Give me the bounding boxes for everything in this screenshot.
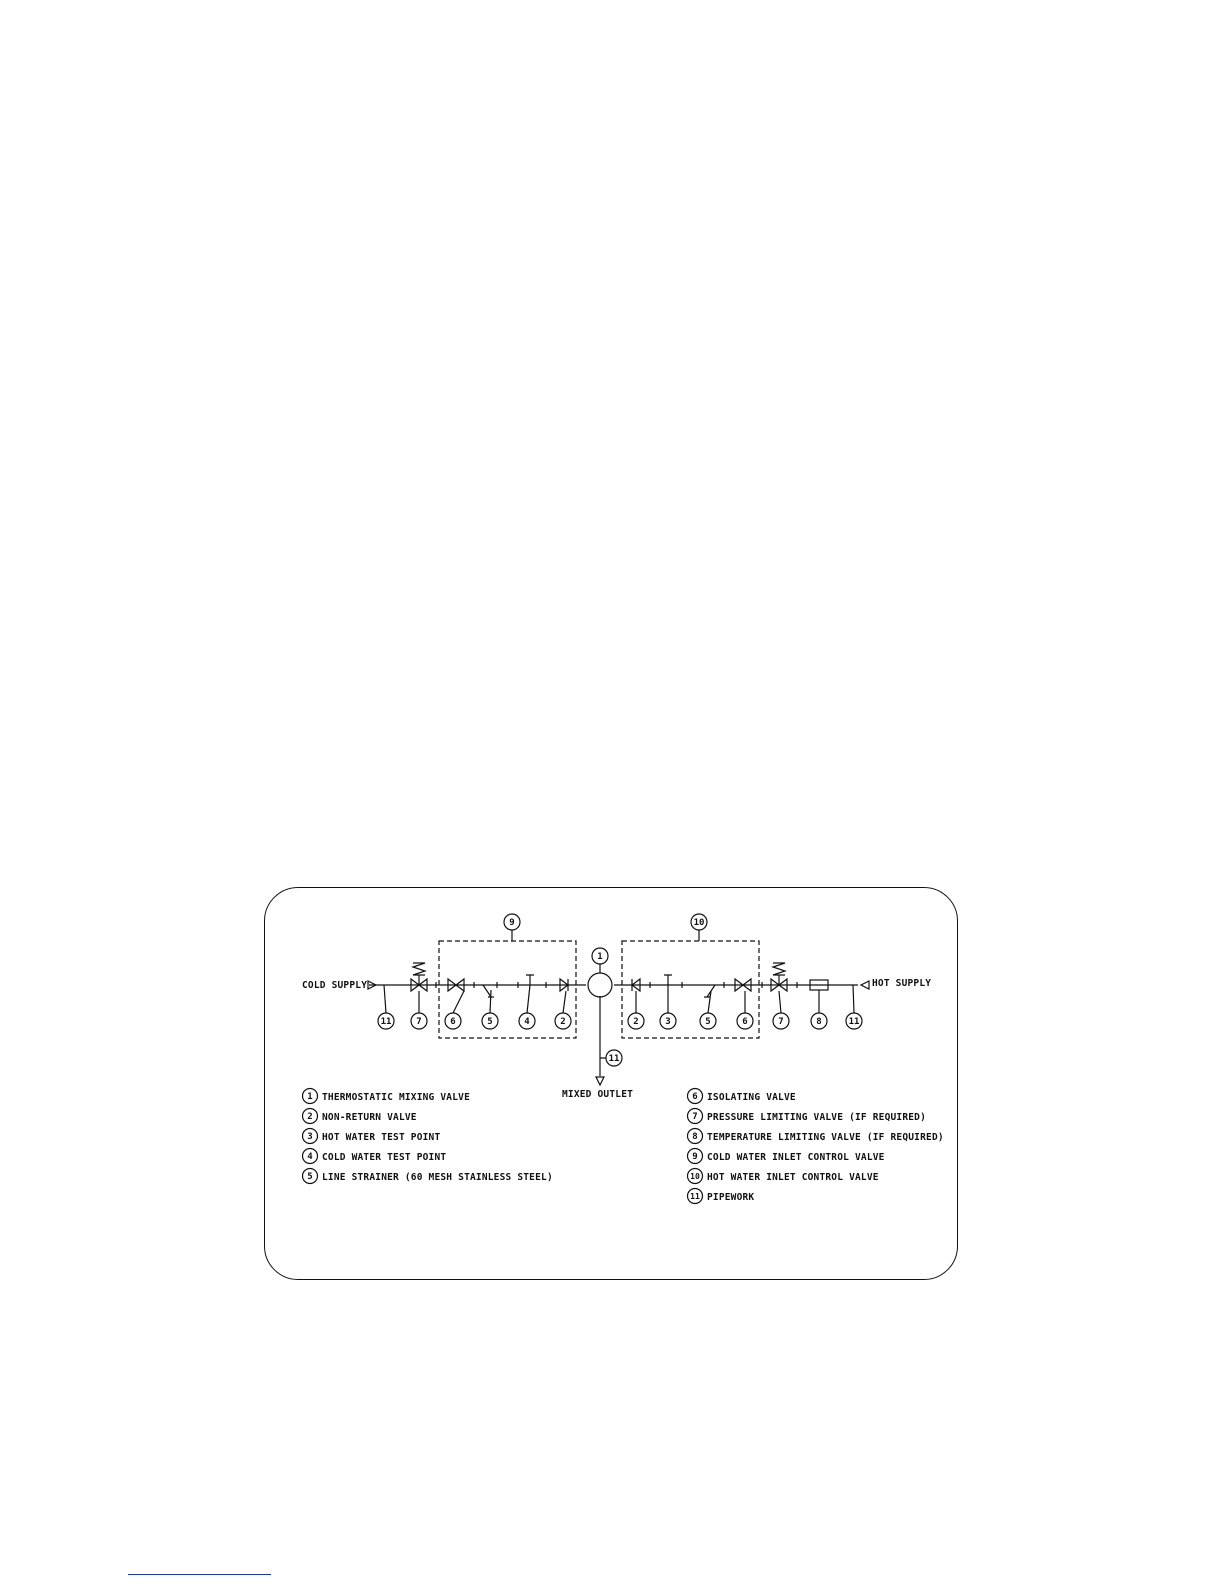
- hot-control-box: [622, 941, 759, 1038]
- callout-7-cold: 7: [416, 1017, 422, 1027]
- mixed-outlet-label: MIXED OUTLET: [562, 1089, 634, 1100]
- footnote-separator: [128, 1574, 271, 1575]
- pressure-limiting-valve-cold-icon: [411, 963, 427, 991]
- legend-num-2: 2: [307, 1112, 313, 1122]
- callout-6-hot: 6: [742, 1017, 748, 1027]
- callout-10: 10: [693, 918, 705, 928]
- callout-7-hot: 7: [778, 1017, 784, 1027]
- callout-circles: [378, 914, 862, 1066]
- cold-water-test-point-icon: [526, 975, 534, 985]
- callout-5-cold: 5: [487, 1017, 493, 1027]
- legend-num-9: 9: [692, 1152, 698, 1162]
- legend-num-4: 4: [307, 1152, 313, 1162]
- legend-num-11: 11: [690, 1192, 700, 1201]
- legend-num-1: 1: [307, 1092, 313, 1102]
- callout-1: 1: [597, 952, 603, 962]
- callout-leaders: [384, 930, 854, 1058]
- legend-num-7: 7: [692, 1112, 698, 1122]
- callout-8: 8: [816, 1017, 822, 1027]
- legend-text-7: PRESSURE LIMITING VALVE (IF REQUIRED): [707, 1112, 927, 1123]
- callout-6-cold: 6: [450, 1017, 456, 1027]
- legend-text-4: COLD WATER TEST POINT: [322, 1152, 447, 1163]
- line-strainer-cold-icon: [483, 985, 494, 997]
- legend-circles: [303, 1089, 703, 1204]
- thermostatic-mixing-valve-icon: [588, 973, 612, 997]
- legend-text-6: ISOLATING VALVE: [707, 1092, 796, 1103]
- legend-text-3: HOT WATER TEST POINT: [322, 1132, 441, 1143]
- legend-num-10: 10: [690, 1172, 700, 1181]
- callout-11-cold: 11: [380, 1017, 392, 1027]
- legend-text-11: PIPEWORK: [707, 1192, 755, 1203]
- callout-3: 3: [665, 1017, 671, 1027]
- callout-11-hot: 11: [848, 1017, 860, 1027]
- line-strainer-hot-icon: [704, 985, 715, 997]
- cold-supply-label: COLD SUPPLY: [302, 980, 368, 991]
- hot-water-test-point-icon: [664, 975, 672, 985]
- legend-text-8: TEMPERATURE LIMITING VALVE (IF REQUIRED): [707, 1132, 944, 1143]
- callout-2-cold: 2: [560, 1017, 566, 1027]
- callout-11-outlet: 11: [608, 1054, 620, 1064]
- callout-5-hot: 5: [705, 1017, 711, 1027]
- callout-2-hot: 2: [633, 1017, 639, 1027]
- mixed-outlet-terminal-icon: [596, 1077, 604, 1085]
- pressure-limiting-valve-hot-icon: [771, 963, 787, 991]
- callout-9: 9: [509, 918, 515, 928]
- legend-text-2: NON-RETURN VALVE: [322, 1112, 417, 1123]
- legend-text-10: HOT WATER INLET CONTROL VALVE: [707, 1172, 879, 1183]
- legend-num-8: 8: [692, 1132, 698, 1142]
- legend-num-3: 3: [307, 1132, 313, 1142]
- legend-text-9: COLD WATER INLET CONTROL VALVE: [707, 1152, 885, 1163]
- legend-num-5: 5: [307, 1172, 313, 1182]
- hot-supply-label: HOT SUPPLY: [872, 978, 932, 989]
- legend-num-6: 6: [692, 1092, 698, 1102]
- hot-supply-terminal-icon: [861, 981, 869, 989]
- callout-4: 4: [524, 1017, 530, 1027]
- legend-text-1: THERMOSTATIC MIXING VALVE: [322, 1092, 470, 1103]
- legend-text-5: LINE STRAINER (60 MESH STAINLESS STEEL): [322, 1172, 553, 1183]
